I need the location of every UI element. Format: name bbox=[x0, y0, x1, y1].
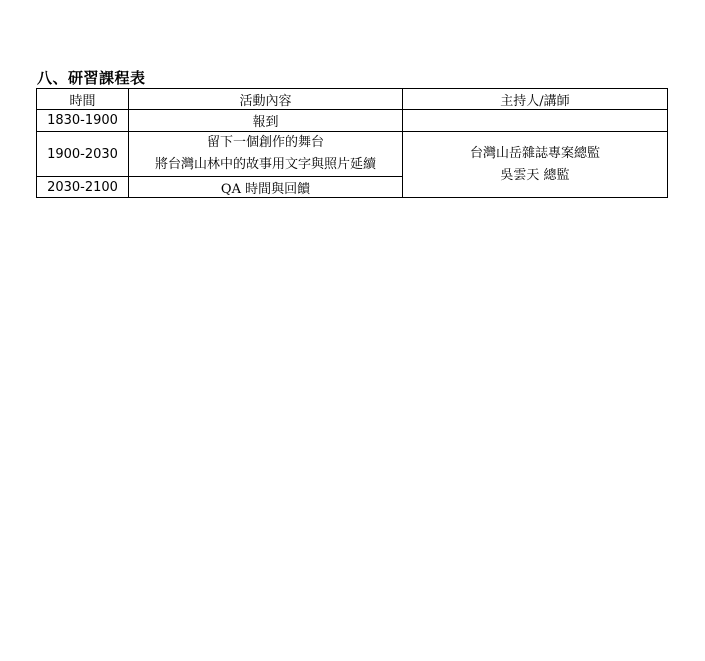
row-activity: 報到 bbox=[129, 110, 403, 132]
header-time: 時間 bbox=[37, 89, 129, 110]
section-heading: 八、研習課程表 bbox=[37, 69, 146, 87]
course-schedule-table bbox=[36, 88, 668, 198]
host-line: 吳雲天 總監 bbox=[500, 167, 570, 183]
table-row bbox=[37, 132, 668, 155]
row-host bbox=[403, 132, 668, 198]
activity-line: 留下一個創作的舞台 bbox=[206, 135, 324, 150]
header-activity: 活動內容 bbox=[129, 89, 403, 110]
row-time: 2030-2100 bbox=[37, 177, 129, 198]
row-activity bbox=[129, 132, 403, 177]
table-row bbox=[37, 110, 668, 132]
row-time: 1830-1900 bbox=[37, 110, 129, 132]
table-header-row bbox=[37, 89, 668, 110]
row-host bbox=[403, 110, 668, 132]
host-line: 台灣山岳雜誌專案總監 bbox=[469, 145, 600, 161]
activity-line: 將台灣山林中的故事用文字與照片延續 bbox=[154, 157, 376, 172]
header-host: 主持人/講師 bbox=[403, 89, 668, 110]
row-activity: QA 時間與回饋 bbox=[129, 177, 403, 198]
row-time: 1900-2030 bbox=[37, 132, 129, 177]
